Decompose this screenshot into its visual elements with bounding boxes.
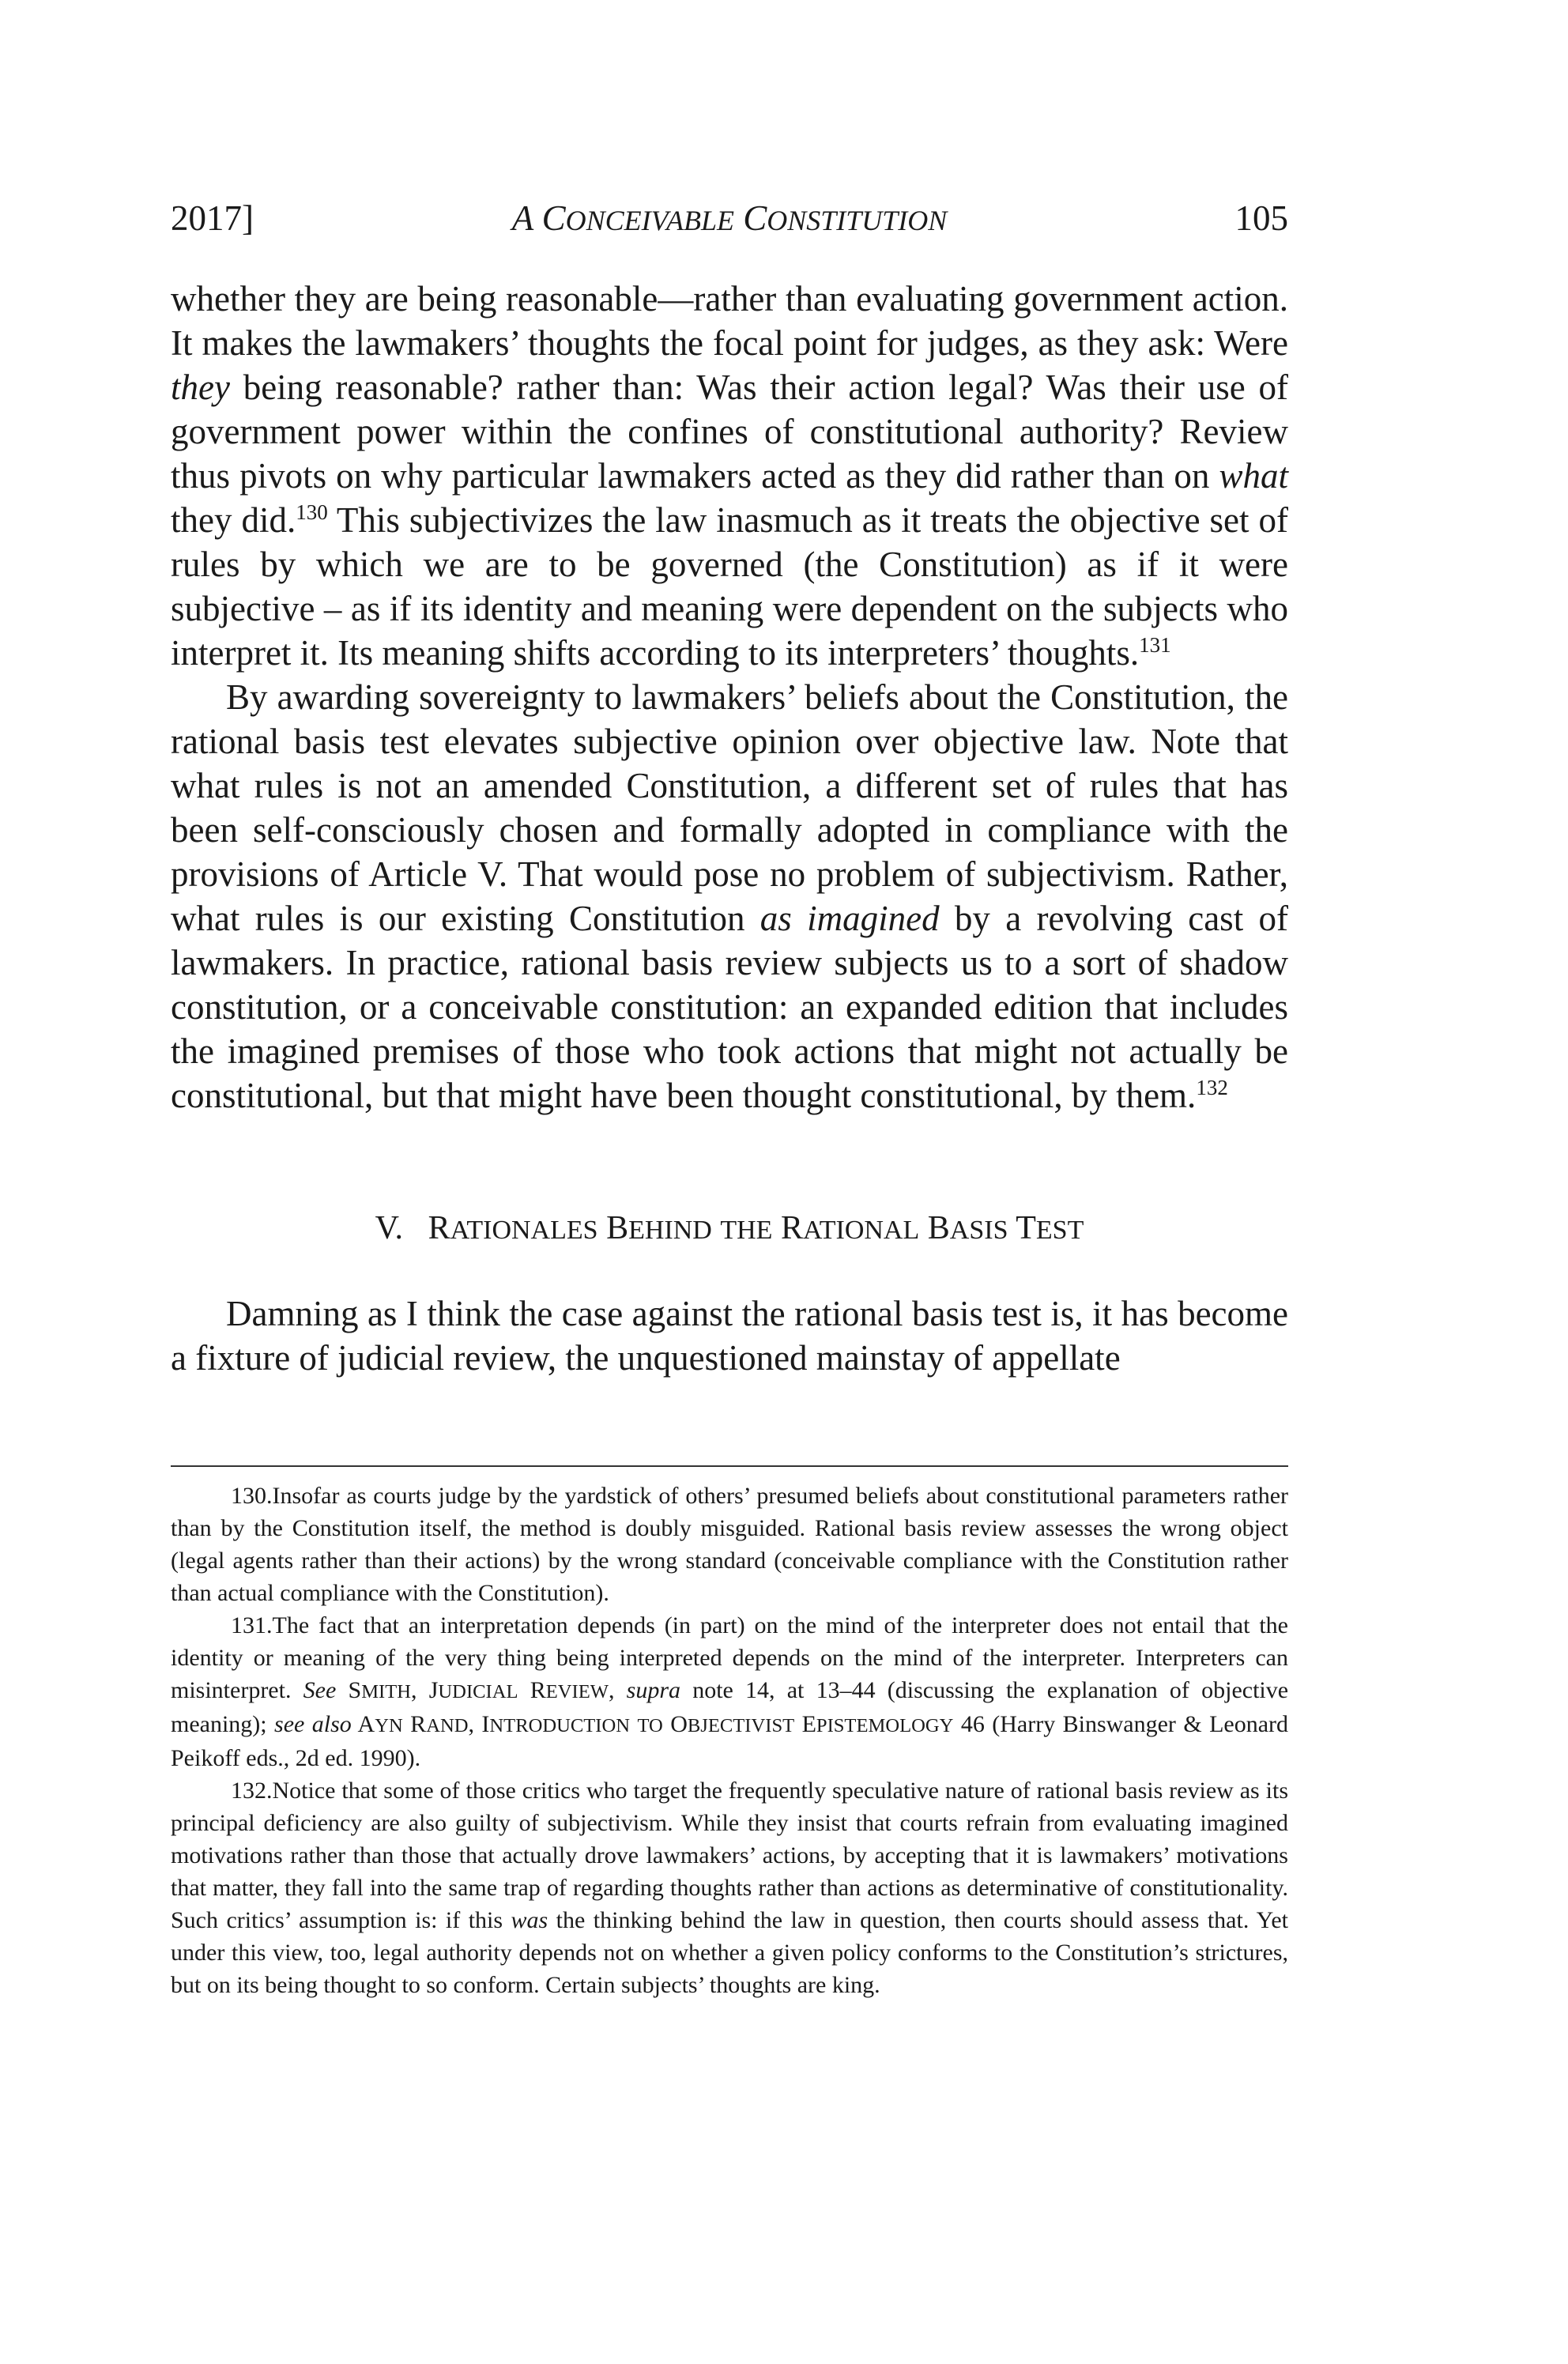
footnote-ref-130: 130 — [296, 500, 328, 524]
paragraph-2: By awarding sovereignty to lawmakers’ beliefs about the Constitution, the rational basis test elevates subjective opinion over objective law. Note that what rules is not an amended Constitution, a different set of rules that has been self-consciously chosen and formally adopted in compliance with the provisions of Article V. That would pose no problem of subjectivism. Rather, what rules is our existing Constitution as imagined by a revolving cast of lawmakers. In practice, rational basis review subjects us to a sort of shadow constitution, or a conceivable constitution: an expanded edition that includes the imagined premises of those who took actions that might not actually be constitutional, but that might have been thought constitutional, by them.$^{132}$ — [171, 677, 1288, 1115]
footnote-ref-131: 131 — [1139, 633, 1171, 657]
footnotes — [171, 1480, 1288, 2001]
main-text-continued — [171, 1291, 1288, 1380]
paragraph-3: Damning as I think the case against the rational basis test is, it has become a fixture of judicial review, the unquestioned mainstay of appellate — [171, 1294, 1288, 1378]
paragraph-1: whether they are being reasonable—rather than evaluating government action. It makes the lawmakers’ thoughts the focal point for judges, as they ask: Were they being reasonable? rather than: Was their action legal? Was their use of government power within the confines of constitutional authority? Review thus pivots on why particular lawmakers acted as they did rather than on what they did.$^{130}$ This subjectivizes the law inasmuch as it treats the objective set of rules by which we are to be governed (the Constitution) as if it were subjective – as if its identity and meaning were dependent on the subjects who interpret it. Its meaning shifts according to its interpreters’ thoughts.$^{131}$ — [171, 279, 1289, 673]
page-number: 105 — [1234, 198, 1288, 238]
header-year: 2017] — [171, 198, 254, 238]
running-header — [171, 198, 1288, 253]
footnote-130: 130.Insofar as courts judge by the yardstick of others’ presumed beliefs about constitutional parameters rather than by the Constitution itself, the method is doubly misguided. Rational basis review assesses the wrong object (legal agents rather than their actions) by the wrong standard (conceivable compliance with the Constitution rather than actual compliance with the Constitution). — [171, 1483, 1288, 1606]
header-title: A CONCEIVABLE CONSTITUTION — [511, 198, 948, 238]
main-text — [171, 277, 1288, 1118]
footnote-divider — [171, 1465, 1288, 1467]
footnote-131: 131.The fact that an interpretation depends (in part) on the mind of the interpreter does not entail that the identity or meaning of the very thing being interpreted depends on the mind of the interpreter. Interpreters can misinterpret. See SMITH, JUDICIAL REVIEW, supra note 14, at 13–44 (discussing the explanation of objective meaning); see also AYN RAND, INTRODUCTION TO OBJECTIVIST EPISTEMOLOGY 46 (Harry Binswanger & Leonard Peikoff eds., 2d ed. 1990). — [171, 1612, 1289, 1771]
footnote-132: 132.Notice that some of those critics who target the frequently speculative nature of rational basis review as its principal deficiency are also guilty of subjectivism. While they insist that courts refrain from evaluating imagined motivations rather than those that actually drove lawmakers’ actions, by accepting that it is lawmakers’ motivations that matter, they fall into the same trap of regarding thoughts rather than actions as determinative of constitutionality. Such critics’ assumption is: if this was the thinking behind the law in question, then courts should assess that. Yet under this view, too, legal authority depends not on whether a given policy conforms to the Constitution’s strictures, but on its being thought to so conform. Certain subjects’ thoughts are king. — [171, 1778, 1288, 1998]
section-heading: V. RATIONALES BEHIND THE RATIONAL BASIS TEST — [375, 1210, 1084, 1246]
footnote-ref-132: 132 — [1196, 1076, 1228, 1099]
